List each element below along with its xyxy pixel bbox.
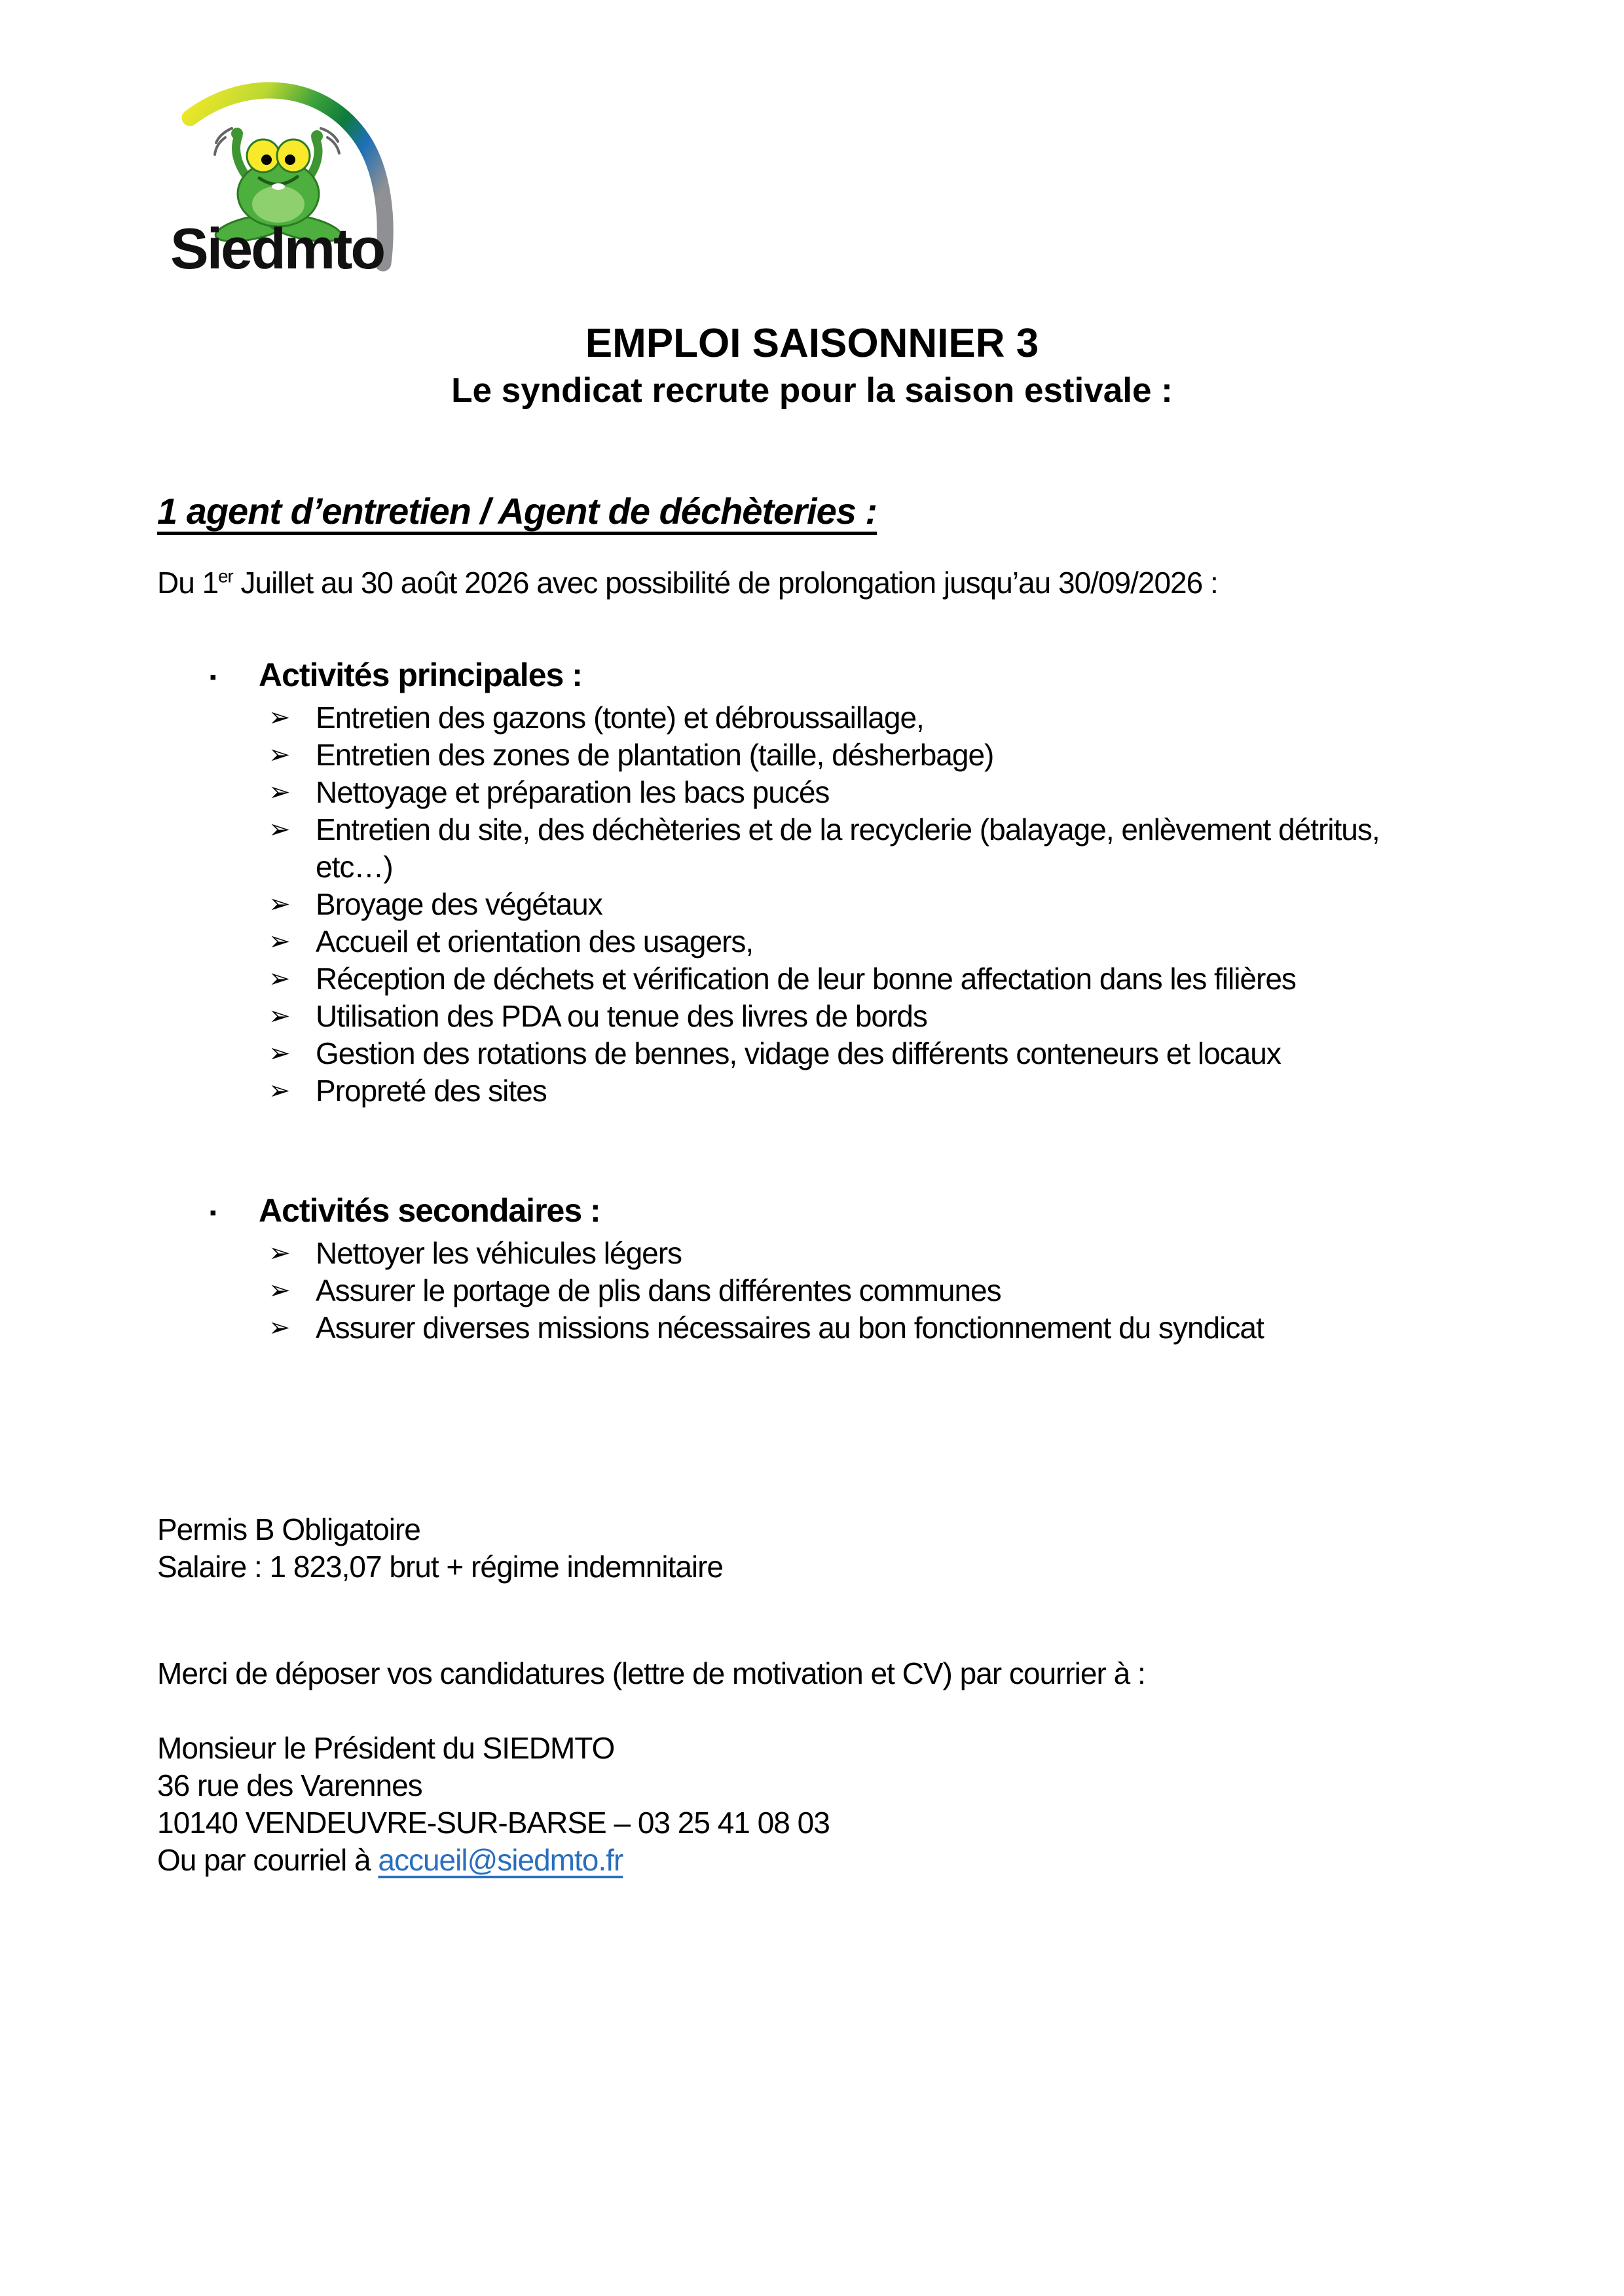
arrow-bullet-icon: ➢ <box>268 1276 290 1305</box>
list-item <box>268 699 1444 737</box>
list-item <box>268 1235 1444 1272</box>
list-item <box>268 1272 1444 1309</box>
page-title: EMPLOI SAISONNIER 3 <box>585 321 1039 366</box>
permit-line: Permis B Obligatoire <box>157 1512 420 1546</box>
siedmto-logo <box>169 60 405 282</box>
arrow-bullet-icon: ➢ <box>268 778 290 807</box>
list-item-text: Broyage des végétaux <box>316 887 602 921</box>
arrow-bullet-icon: ➢ <box>268 740 290 769</box>
list-item <box>268 1072 1444 1110</box>
salary-line: Salaire : 1 823,07 brut + régime indemnitaire <box>157 1550 724 1584</box>
job-heading <box>157 490 1473 532</box>
list-item-text: Réception de déchets et vérification de leur bonne affectation dans les filières <box>316 962 1296 996</box>
list-item-text: Nettoyer les véhicules légers <box>316 1236 682 1270</box>
arrow-bullet-icon: ➢ <box>268 927 290 956</box>
section-title-label: Activités secondaires : <box>259 1192 600 1229</box>
list-item-text: Accueil et orientation des usagers, <box>316 924 754 958</box>
job-heading-text: 1 agent d’entretien / Agent de déchèteries : <box>157 490 877 532</box>
contact-block <box>157 1730 1480 1879</box>
list-item-text: Assurer diverses missions nécessaires au bon fonctionnement du syndicat <box>316 1311 1264 1345</box>
page-subtitle: Le syndicat recrute pour la saison estivale : <box>451 371 1173 410</box>
contact-address-line2: 10140 VENDEUVRE-SUR-BARSE – 03 25 41 08 03 <box>157 1806 830 1840</box>
email-link[interactable]: accueil@siedmto.fr <box>378 1843 623 1877</box>
list-item <box>268 811 1444 886</box>
list-item <box>268 998 1444 1035</box>
list-item-text: Utilisation des PDA ou tenue des livres de bords <box>316 999 927 1033</box>
list-item <box>268 923 1444 960</box>
list-item-text: Entretien du site, des déchèteries et de la recyclerie (balayage, enlèvement détritus, etc…) <box>316 812 1380 884</box>
list-item <box>268 960 1444 998</box>
conditions-block <box>157 1511 1480 1586</box>
arrow-bullet-icon: ➢ <box>268 1313 290 1342</box>
list-item-text: Gestion des rotations de bennes, vidage des différents conteneurs et locaux <box>316 1036 1281 1070</box>
list-item-text: Entretien des gazons (tonte) et débroussaillage, <box>316 701 924 735</box>
arrow-bullet-icon: ➢ <box>268 1002 290 1030</box>
siedmto-logo-graphic <box>169 60 405 282</box>
arrow-bullet-icon: ➢ <box>268 1039 290 1068</box>
list-item-text: Entretien des zones de plantation (taille, désherbage) <box>316 738 994 772</box>
logo-wordmark: Siedmto <box>170 216 384 281</box>
square-bullet-icon: ▪ <box>210 1202 217 1224</box>
section-main-activities <box>210 656 1454 694</box>
arrow-bullet-icon: ➢ <box>268 1239 290 1267</box>
arrow-bullet-icon: ➢ <box>268 703 290 732</box>
list-item <box>268 1309 1444 1347</box>
section-secondary-activities <box>210 1192 1454 1230</box>
period-ordinal: er <box>218 566 233 587</box>
list-item <box>268 1035 1444 1072</box>
period-line <box>157 564 1480 602</box>
main-activities-list <box>268 699 1444 1110</box>
list-item <box>268 737 1444 774</box>
section-title-label: Activités principales : <box>259 657 582 693</box>
period-prefix: Du 1 <box>157 566 219 600</box>
period-rest: Juillet au 30 août 2026 avec possibilité de prolongation jusqu’au 30/09/2026 : <box>232 566 1218 600</box>
list-item-text: Propreté des sites <box>316 1074 547 1108</box>
contact-address-line1: 36 rue des Varennes <box>157 1768 422 1802</box>
secondary-activities-list <box>268 1235 1444 1347</box>
arrow-bullet-icon: ➢ <box>268 815 290 844</box>
list-item-text: Nettoyage et préparation les bacs pucés <box>316 775 830 809</box>
list-item <box>268 886 1444 923</box>
email-prefix: Ou par courriel à <box>157 1843 378 1877</box>
application-instruction: Merci de déposer vos candidatures (lettre de motivation et CV) par courrier à : <box>157 1656 1145 1690</box>
list-item-text: Assurer le portage de plis dans différentes communes <box>316 1273 1001 1307</box>
contact-email-line <box>157 1842 1480 1879</box>
arrow-bullet-icon: ➢ <box>268 890 290 919</box>
contact-recipient: Monsieur le Président du SIEDMTO <box>157 1731 615 1765</box>
arrow-bullet-icon: ➢ <box>268 964 290 993</box>
square-bullet-icon: ▪ <box>210 666 217 688</box>
arrow-bullet-icon: ➢ <box>268 1076 290 1105</box>
list-item <box>268 774 1444 811</box>
